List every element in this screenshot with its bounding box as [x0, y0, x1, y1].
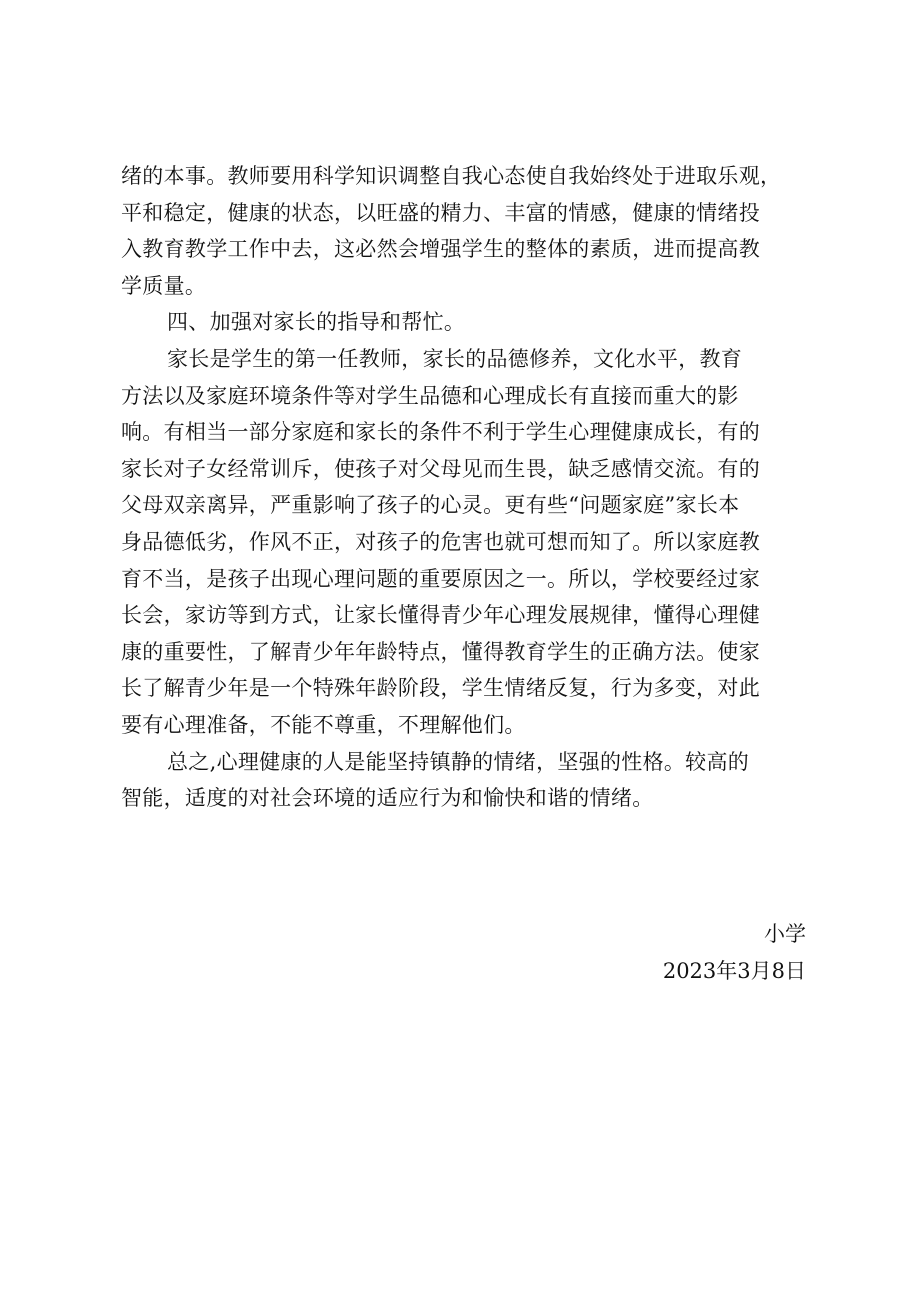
signature-block [663, 916, 806, 989]
body-line: 智能，适度的对社会环境的适应行为和愉快和谐的情绪。 [121, 786, 654, 811]
body-line: 绪的本事。教师要用科学知识调整自我心态使自我始终处于进取乐观， [121, 164, 782, 188]
body-line: 学质量。 [121, 273, 207, 298]
body-line: 父母双亲离异，严重影响了孩子的心灵。更有些“问题家庭”家长本 [121, 493, 740, 518]
signature-organization: 小学 [764, 922, 806, 946]
document-body [121, 158, 811, 817]
body-line: 康的重要性，了解青少年年龄特点，懂得教育学生的正确方法。使家 [121, 639, 760, 664]
body-line: 平和稳定，健康的状态，以旺盛的精力、丰富的情感，健康的情绪投 [121, 200, 760, 225]
body-line: 育不当，是孩子出现心理问题的重要原因之一。所以，学校要经过家 [121, 566, 760, 591]
body-line: 家长是学生的第一任教师，家长的品德修养，文化水平，教育 [167, 346, 743, 371]
body-line: 要有心理准备，不能不尊重，不理解他们。 [121, 712, 526, 737]
body-line: 方法以及家庭环境条件等对学生品德和心理成长有直接而重大的影 [121, 383, 739, 408]
body-line: 家长对子女经常训斥，使孩子对父母见而生畏，缺乏感情交流。有的 [121, 456, 760, 481]
signature-date: 2023年3月8日 [662, 958, 806, 983]
body-line: 长会，家访等到方式，让家长懂得青少年心理发展规律，懂得心理健 [121, 603, 760, 628]
body-line: 响。有相当一部分家庭和家长的条件不利于学生心理健康成长，有的 [121, 420, 760, 445]
body-line: 长了解青少年是一个特殊年龄阶段，学生情绪反复，行为多变，对此 [121, 676, 760, 701]
body-line: 身品德低劣，作风不正，对孩子的危害也就可想而知了。所以家庭教 [121, 529, 760, 554]
body-line: 总之,心理健康的人是能坚持镇静的情绪，坚强的性格。较高的 [167, 749, 750, 774]
section-heading: 四、加强对家长的指导和帮忙。 [167, 310, 466, 335]
body-line: 入教育教学工作中去，这必然会增强学生的整体的素质，进而提高教 [121, 237, 760, 262]
